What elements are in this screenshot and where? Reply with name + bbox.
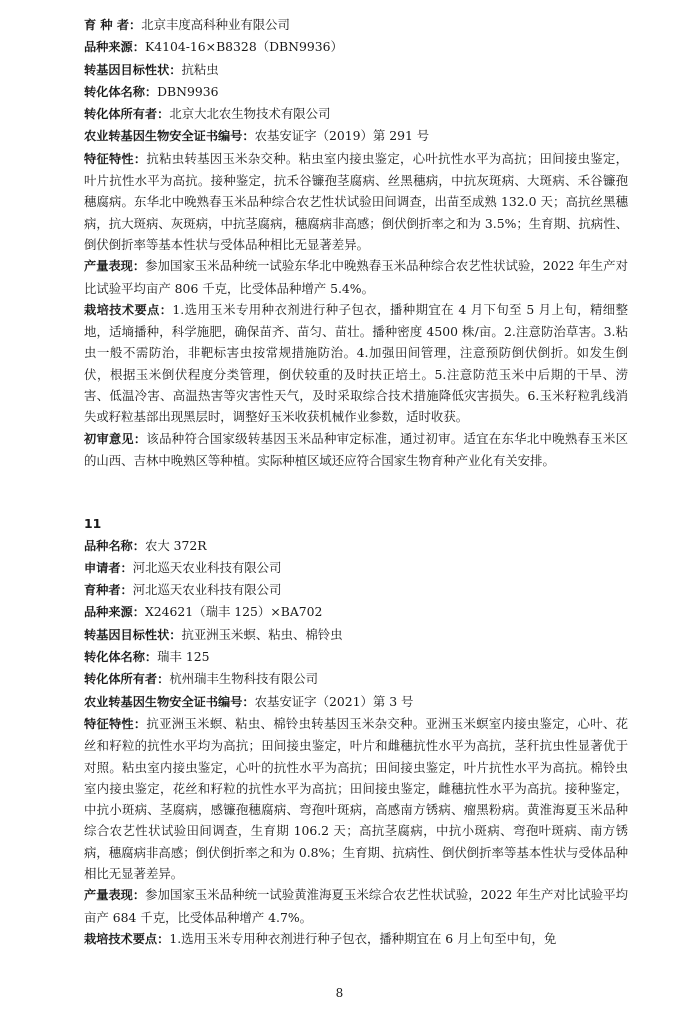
source-label: 品种来源： — [84, 40, 145, 55]
certificate-value: 农基安证字（2019）第 291 号 — [254, 128, 430, 144]
features-label: 特征特性： — [84, 151, 147, 166]
certificate-row — [84, 125, 628, 147]
trait-value: 抗粘虫 — [181, 61, 219, 77]
applicant-label: 申请者： — [84, 560, 133, 575]
source-value: K4104-16×B8328（DBN9936） — [144, 39, 343, 55]
cultivation-paragraph — [84, 299, 628, 428]
owner-label: 转化体所有者： — [84, 107, 170, 122]
trait-row — [84, 59, 628, 81]
features-paragraph-2 — [84, 713, 628, 884]
certificate-label: 农业转基因生物安全证书编号： — [84, 129, 255, 144]
yield-paragraph-2 — [84, 884, 628, 928]
cultivation-text-2: 1.选用玉米专用种衣剂进行种子包衣，播种期宜在 6 月上旬至中旬，免 — [169, 930, 557, 946]
event-row — [84, 81, 628, 103]
variety-name-row — [84, 535, 628, 557]
trait-value-2: 抗亚洲玉米螟、粘虫、棉铃虫 — [181, 626, 343, 642]
breeder-row-2 — [84, 579, 628, 601]
opinion-paragraph — [84, 428, 628, 472]
opinion-text: 该品种符合国家级转基因玉米品种审定标准，通过初审。适宜在东华北中晚熟春玉米区的山西、吉林中晚熟区等种植。实际种植区域还应符合国家生物育种产业化有关安排。 — [84, 430, 629, 468]
event-value-2: 瑞丰 125 — [157, 649, 210, 665]
event-value: DBN9936 — [157, 83, 219, 99]
breeder-value-2: 河北巡天农业科技有限公司 — [132, 582, 282, 598]
event-label: 转化体名称： — [84, 84, 158, 99]
event-label-2: 转化体名称： — [84, 650, 158, 665]
page-number: 8 — [335, 986, 344, 1000]
trait-label: 转基因目标性状： — [84, 62, 182, 77]
features-text-2: 抗亚洲玉米螟、粘虫、棉铃虫转基因玉米杂交种。亚洲玉米螟室内接虫鉴定，心叶、花丝和籽粒的抗性水平均为高抗；田间接虫鉴定，叶片和雌穗抗性水平为高抗，茎秆抗虫性显著优于对照。粘虫室内接虫鉴定，心叶的抗性水平为高抗；田间接虫鉴定，叶片抗性水平为高抗。棉铃虫室内接虫鉴定，花丝和籽粒的抗性水平为高抗；田间接虫鉴定，雌穗抗性水平为高抗。接种鉴定，中抗小斑病、茎腐病，感镰孢穗腐病、弯孢叶斑病，高感南方锈病、瘤黑粉病。黄淮海夏玉米品种综合农艺性状试验田间调查，生育期 106.2 天；高抗茎腐病，中抗小斑病、弯孢叶斑病、南方锈病，穗腐病非高感；倒伏倒折率之和为 0.8%；生育期、抗病性、倒伏倒折率等基本性状与受体品种相比无显著差异。 — [84, 715, 629, 881]
certificate-row-2 — [84, 691, 628, 713]
yield-label-2: 产量表现： — [84, 888, 146, 903]
trait-row-2 — [84, 624, 628, 646]
features-paragraph — [84, 148, 628, 255]
breeder-label: 育 种 者： — [84, 18, 142, 32]
source-label-2: 品种来源： — [84, 605, 145, 620]
breeder-value: 北京丰度高科种业有限公司 — [141, 17, 290, 32]
applicant-row — [84, 557, 628, 579]
owner-label-2: 转化体所有者： — [84, 672, 170, 687]
breeder-row — [84, 14, 628, 36]
source-value-2: X24621（瑞丰 125）×BA702 — [144, 604, 323, 620]
variety-name-label: 品种名称： — [84, 538, 145, 553]
source-row — [84, 36, 628, 58]
yield-text-2: 参加国家玉米品种统一试验黄淮海夏玉米综合农艺性状试验，2022 年生产对比试验平均亩产 684 千克，比受体品种增产 4.7%。 — [84, 887, 628, 925]
certificate-value-2: 农基安证字（2021）第 3 号 — [254, 693, 414, 709]
variety-name-value: 农大 372R — [144, 537, 207, 553]
owner-value: 北京大北农生物技术有限公司 — [169, 106, 331, 122]
yield-label: 产量表现： — [84, 259, 146, 274]
entry-number: 11 — [84, 516, 102, 532]
applicant-value: 河北巡天农业科技有限公司 — [132, 559, 282, 575]
source-row-2 — [84, 601, 628, 623]
event-row-2 — [84, 646, 628, 668]
features-text: 抗粘虫转基因玉米杂交种。粘虫室内接虫鉴定，心叶抗性水平为高抗；田间接虫鉴定，叶片抗性水平为高抗。接种鉴定，抗禾谷镰孢茎腐病、丝黑穗病，中抗灰斑病、大斑病、禾谷镰孢穗腐病。东华北中晚熟春玉米品种综合农艺性状试验田间调查，出苗至成熟 132.0 天；高抗丝黑穗病，抗大斑病、灰斑病，中抗茎腐病，穗腐病非高感；倒伏倒折率之和为 3.5%；生育期、抗病性、倒伏倒折率等基本性状与受体品种相比无显著差异。 — [84, 150, 629, 252]
owner-row-2 — [84, 668, 628, 690]
cultivation-paragraph-2 — [84, 928, 628, 950]
yield-paragraph — [84, 255, 628, 299]
cultivation-text: 1.选用玉米专用种衣剂进行种子包衣，播种期宜在 4 月下旬至 5 月上旬，精细整地，适墒播种，科学施肥，确保苗齐、苗匀、苗壮。播种密度 4500 株/亩。2.注意防治草害。3.粘虫一般不需防治，非靶标害虫按常规措施防治。4.加强田间管理，注意预防倒伏倒折。如发生倒伏，根据玉米倒伏程度分类管理，倒伏较重的及时扶正培土。5.注意防范玉米中后期的干旱、涝害、低温冷害、高温热害等灾害性天气，及时采取综合技术措施降低灾害损失。6.玉米籽粒乳线消失或籽粒基部出现黑层时，调整好玉米收获机械作业参数，适时收获。 — [84, 301, 629, 425]
yield-text: 参加国家玉米品种统一试验东华北中晚熟春玉米品种综合农艺性状试验，2022 年生产对比试验平均亩产 806 千克，比受体品种增产 5.4%。 — [84, 258, 628, 296]
certificate-label-2: 农业转基因生物安全证书编号： — [84, 694, 255, 709]
cultivation-label: 栽培技术要点： — [84, 302, 173, 317]
trait-label-2: 转基因目标性状： — [84, 627, 182, 642]
owner-value-2: 杭州瑞丰生物科技有限公司 — [169, 671, 318, 687]
owner-row — [84, 103, 628, 125]
breeder-label-2: 育种者： — [84, 583, 133, 598]
cultivation-label-2: 栽培技术要点： — [84, 931, 170, 946]
document-page — [84, 14, 628, 950]
opinion-label: 初审意见： — [84, 431, 147, 446]
features-label-2: 特征特性： — [84, 716, 147, 731]
